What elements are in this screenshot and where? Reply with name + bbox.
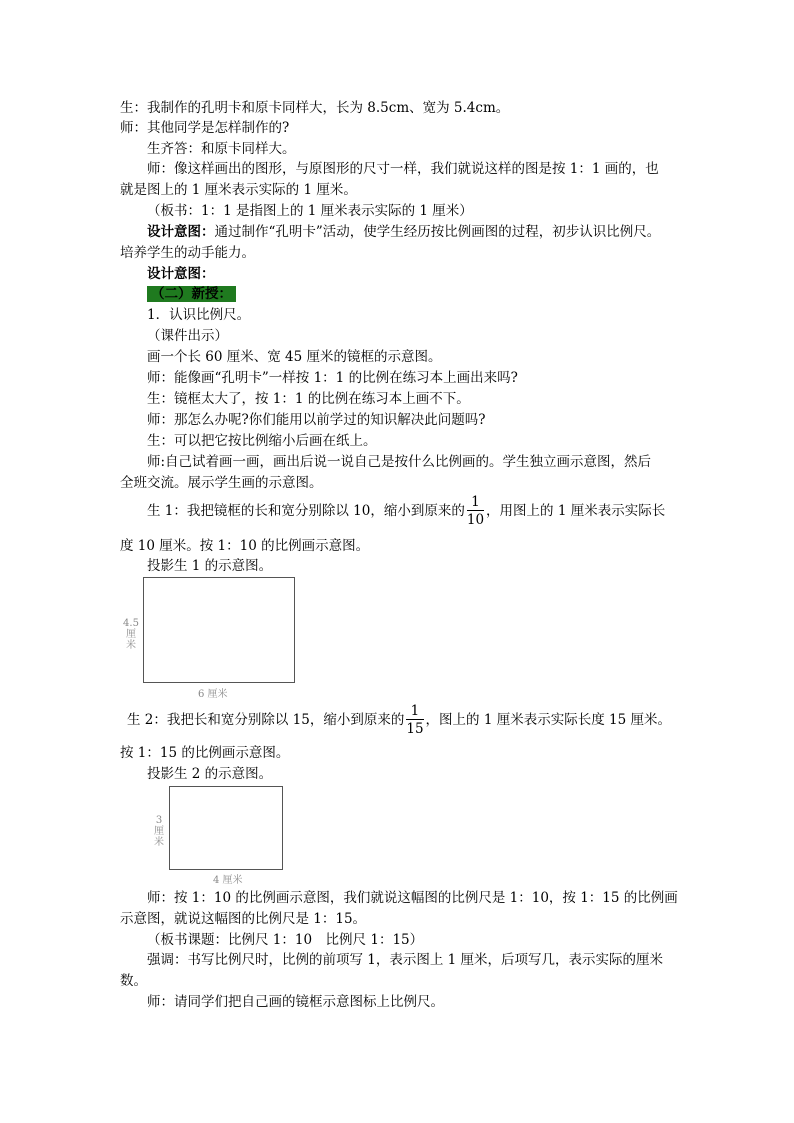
line-teacher-try-cont: 全班交流。展示学生画的示意图。 — [120, 475, 323, 491]
line-student-shrink: 生：可以把它按比例缩小后画在纸上。 — [147, 433, 377, 449]
line-projection1: 投影生 1 的示意图。 — [147, 558, 273, 574]
line-teacher-explain: 师：像这样画出的图形，与原图形的尺寸一样，我们就说这样的图是按 1：1 画的，也 — [147, 161, 659, 177]
line-student1-cont: 度 10 厘米。按 1：10 的比例画示意图。 — [120, 538, 370, 554]
line-teacher-define: 师：按 1：10 的比例画示意图，我们就说这幅图的比例尺是 1：10，按 1：15 的比例画 — [147, 890, 678, 906]
line-teacher-try: 师:自己试着画一画，画出后说一说自己是按什么比例画的。学生独立画示意图，然后 — [147, 454, 652, 470]
line-student-frame: 生：镜框太大了，按 1：1 的比例在练习本上画不下。 — [147, 391, 470, 407]
line-student-card: 生：我制作的孔明卡和原卡同样大，长为 8.5cm、宽为 5.4cm。 — [120, 100, 510, 116]
section-highlight: （二）新授： — [147, 286, 236, 302]
diagram1-rectangle — [143, 577, 295, 683]
diagram1-height-num: 4.5 — [123, 618, 139, 629]
diagram1-width-label: 6 厘米 — [198, 689, 228, 700]
fraction-one-tenth — [467, 494, 484, 529]
line-design-intent-2: 设计意图： — [147, 266, 215, 282]
line-projection2: 投影生 2 的示意图。 — [147, 766, 273, 782]
section-heading-new-lesson — [147, 284, 707, 304]
line-emphasis: 强调：书写比例尺时，比例的前项写 1，表示图上 1 厘米，后项写几，表示实际的厘米 — [147, 952, 664, 968]
line-board-title: （板书课题：比例尺 1：10 比例尺 1：15） — [147, 932, 424, 948]
line-teacher-define-cont: 示意图，就说这幅图的比例尺是 1：15。 — [120, 911, 367, 927]
line-students-answer: 生齐答：和原卡同样大。 — [147, 141, 296, 157]
student2-text-a: 生 2：我把长和宽分别除以 15，缩小到原来的 — [127, 712, 405, 728]
line-board-note: （板书：1：1 是指图上的 1 厘米表示实际的 1 厘米） — [147, 203, 473, 219]
diagram2-height-label — [150, 815, 168, 848]
diagram2-height-unit: 厘米 — [154, 826, 164, 848]
student2-text-b: ，图上的 1 厘米表示实际长度 15 厘米。 — [425, 712, 671, 728]
fraction-denominator: 15 — [406, 721, 424, 737]
fraction-numerator: 1 — [467, 494, 484, 511]
line-courseware: （课件出示） — [147, 328, 228, 344]
line-teacher-question: 师：其他同学是怎样制作的? — [120, 120, 290, 136]
diagram2-width-label: 4 厘米 — [213, 875, 243, 886]
line-teacher-explain-cont: 就是图上的 1 厘米表示实际的 1 厘米。 — [120, 182, 357, 198]
line-teacher-label: 师：请同学们把自己画的镜框示意图标上比例尺。 — [147, 994, 444, 1010]
fraction-one-fifteenth — [406, 703, 423, 738]
line-emphasis-cont: 数。 — [120, 973, 147, 989]
diagram1-height-label — [120, 618, 142, 651]
fraction-denominator: 10 — [466, 512, 485, 528]
design-intent-label: 设计意图： — [147, 224, 215, 240]
line-teacher-how: 师：那怎么办呢?你们能用以前学过的知识解决此问题吗? — [147, 412, 486, 428]
line-student1 — [147, 494, 707, 529]
line-know-scale: 1．认识比例尺。 — [147, 307, 251, 323]
line-design-intent-cont: 培养学生的动手能力。 — [120, 245, 255, 261]
line-teacher-ask: 师：能像画“孔明卡”一样按 1：1 的比例在练习本上画出来吗? — [147, 370, 518, 386]
line-student2-cont: 按 1：15 的比例画示意图。 — [120, 745, 290, 761]
diagram2-rectangle — [169, 786, 283, 870]
diagram1-height-unit: 厘米 — [126, 629, 136, 651]
student1-text-b: ，用图上的 1 厘米表示实际长 — [486, 503, 666, 519]
design-intent-text: 通过制作“孔明卡”活动，使学生经历按比例画图的过程，初步认识比例尺。 — [214, 224, 661, 240]
fraction-numerator: 1 — [406, 703, 423, 720]
diagram2-height-num: 3 — [155, 815, 163, 826]
line-student2 — [127, 703, 687, 738]
student1-text-a: 生 1：我把镜框的长和宽分别除以 10，缩小到原来的 — [147, 503, 465, 519]
line-task: 画一个长 60 厘米、宽 45 厘米的镜框的示意图。 — [147, 349, 442, 365]
line-design-intent — [147, 222, 707, 242]
